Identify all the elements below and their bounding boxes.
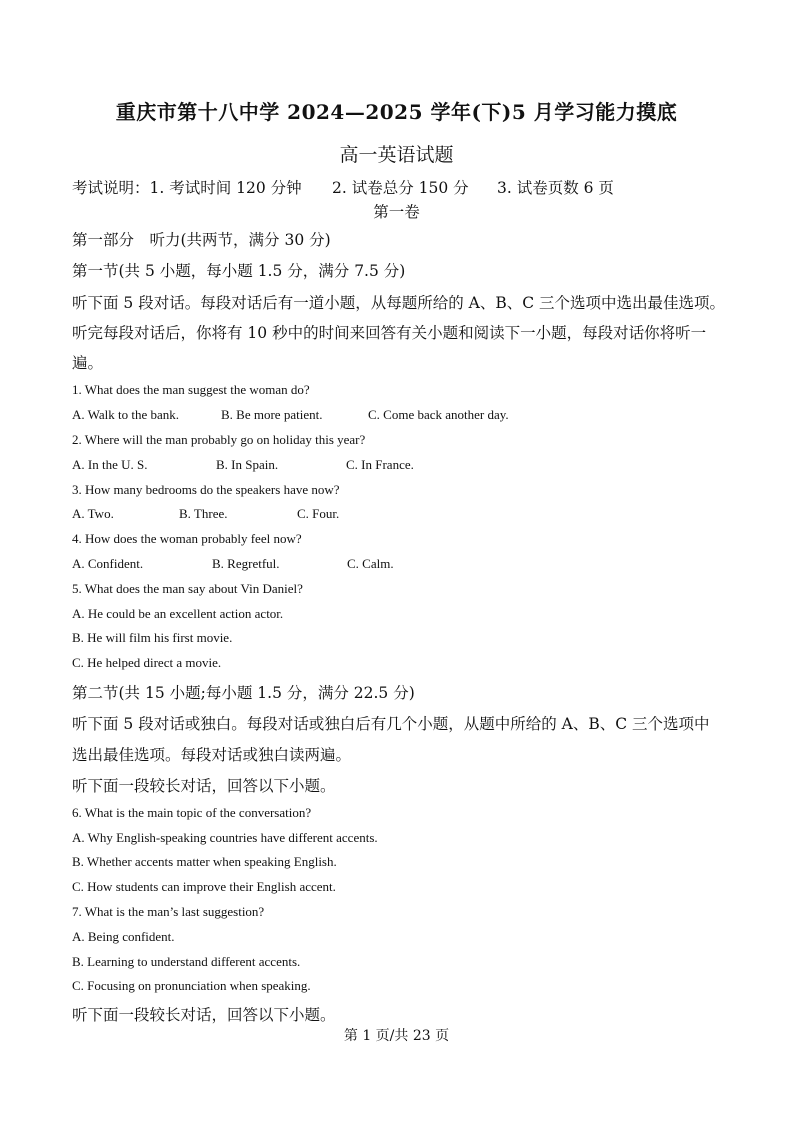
question-stem: 3. How many bedrooms do the speakers have now? [72,482,340,497]
option-b: B. He will film his first movie. [72,630,233,645]
option-a: A. Walk to the bank. [72,407,180,422]
page-footer: 第 1 页/共 23 页 [343,1028,450,1044]
section1-instruction: 遍。 [72,354,104,372]
question-stem: 6. What is the main topic of the conversation? [72,805,312,820]
option-c: C. How students can improve their English accent. [72,879,336,894]
section1-instruction: 听下面 5 段对话。每段对话后有一道小题，从每题所给的 A、B、C 三个选项中选出最佳选项。 [72,294,726,312]
exam-info-prefix: 考试说明： [72,179,150,197]
section2-title: 第二节(共 15 小题;每小题 1.5 分，满分 22.5 分) [72,684,415,702]
question-stem: 2. Where will the man probably go on holiday this year? [72,432,366,447]
question-stem: 5. What does the man say about Vin Daniel? [72,581,303,596]
option-c: C. Focusing on pronunciation when speaking. [72,978,311,993]
question-stem: 7. What is the man’s last suggestion? [72,904,265,919]
question-stem: 4. How does the woman probably feel now? [72,531,302,546]
option-a: A. Being confident. [72,929,175,944]
section1-instruction: 听完每段对话后，你将有 10 秒中的时间来回答有关小题和阅读下一小题，每段对话你将听一 [72,324,707,342]
option-b: B. Three. [179,506,228,521]
exam-info-score: 2. 试卷总分 150 分 [332,179,469,197]
listen-prompt: 听下面一段较长对话，回答以下小题。 [72,777,336,795]
exam-info-pages: 3. 试卷页数 6 页 [497,179,614,197]
option-b: B. Be more patient. [221,407,323,422]
page-title: 重庆市第十八中学 2024—2025 学年(下)5 月学习能力摸底 [115,100,678,124]
part1-title: 第一部分 听力(共两节，满分 30 分) [72,231,331,249]
exam-info [72,176,614,198]
option-c: C. Calm. [347,556,394,571]
option-a: A. Why English-speaking countries have different accents. [72,830,378,845]
section2-instruction: 选出最佳选项。每段对话或独白读两遍。 [72,746,352,764]
listen-prompt: 听下面一段较长对话，回答以下小题。 [72,1006,336,1024]
option-b: B. Regretful. [212,556,280,571]
section2-instruction: 听下面 5 段对话或独白。每段对话或独白后有几个小题，从题中所给的 A、B、C 三个选项中 [72,715,710,733]
exam-info-time: 1. 考试时间 120 分钟 [149,179,302,197]
option-b: B. Learning to understand different accents. [72,954,301,969]
option-a: A. He could be an excellent action actor. [72,606,284,621]
option-c: C. He helped direct a movie. [72,655,222,670]
option-a: A. In the U. S. [72,457,148,472]
option-b: B. Whether accents matter when speaking English. [72,854,337,869]
option-c: C. Come back another day. [368,407,509,422]
option-c: C. Four. [297,506,340,521]
option-b: B. In Spain. [216,457,279,472]
page-subtitle: 高一英语试题 [339,144,454,166]
option-a: A. Confident. [72,556,144,571]
option-a: A. Two. [72,506,114,521]
question-stem: 1. What does the man suggest the woman do? [72,382,310,397]
option-c: C. In France. [346,457,414,472]
section1-title: 第一节(共 5 小题，每小题 1.5 分，满分 7.5 分) [72,262,406,280]
volume-title: 第一卷 [373,203,420,221]
